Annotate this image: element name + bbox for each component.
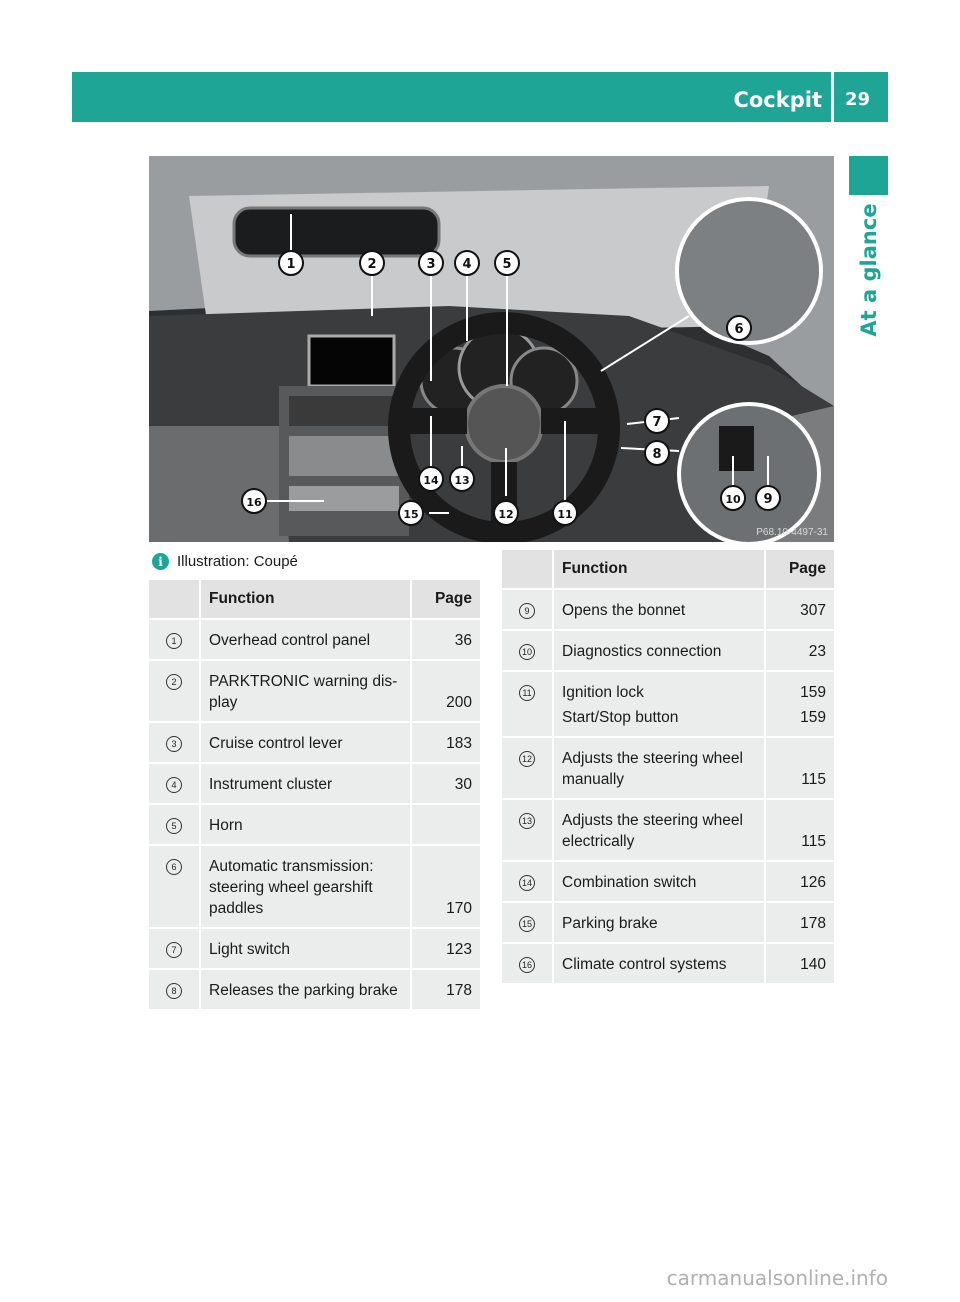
callout-10: [721, 486, 745, 510]
illustration-note: [152, 553, 298, 570]
note-text: Illustration: Coupé: [177, 553, 298, 570]
col-page-header: Page: [765, 550, 834, 589]
svg-text:4: 4: [462, 257, 472, 272]
item-number: 7: [166, 942, 182, 958]
item-number: 8: [166, 983, 182, 999]
svg-text:7: 7: [652, 415, 662, 430]
item-number: 15: [519, 916, 535, 932]
side-tab: [849, 156, 888, 195]
function-text: PARKTRONIC warning dis- play: [209, 673, 398, 711]
side-label: At a glance: [857, 203, 881, 337]
callout-4: [455, 251, 479, 275]
item-number: 4: [166, 777, 182, 793]
photo-reference: P68.10-4497-31: [756, 527, 828, 538]
function-text: Climate control systems: [562, 956, 727, 973]
page-ref: 36: [454, 632, 472, 649]
callout-14: [419, 467, 443, 491]
function-text: Diagnostics connection: [562, 643, 722, 660]
item-number: 6: [166, 859, 182, 875]
table-row: [502, 861, 834, 902]
table-row: [502, 630, 834, 671]
function-text: Releases the parking brake: [209, 982, 398, 999]
function-text: Adjusts the steering wheel electrically: [562, 812, 743, 850]
svg-text:13: 13: [454, 474, 470, 487]
header-bar: [72, 72, 888, 122]
table-row: [149, 660, 480, 722]
info-icon: i: [152, 553, 169, 570]
callout-12: [494, 501, 518, 525]
table-row: [502, 671, 834, 737]
svg-text:14: 14: [423, 474, 439, 487]
svg-text:8: 8: [652, 447, 662, 462]
function-text: Light switch: [209, 941, 290, 958]
item-number: 10: [519, 644, 535, 660]
cockpit-drawing: [149, 156, 834, 542]
callout-15: [399, 501, 423, 525]
function-text: Combination switch: [562, 874, 697, 891]
table-row: [149, 619, 480, 660]
table-row: [149, 969, 480, 1009]
page-ref: 123: [446, 941, 472, 958]
svg-text:5: 5: [502, 257, 512, 272]
item-number: 2: [166, 674, 182, 690]
page-ref: 126: [800, 874, 826, 891]
item-number: 5: [166, 818, 182, 834]
page-number: 29: [844, 89, 870, 110]
item-number: 16: [519, 957, 535, 973]
item-number: 11: [519, 685, 535, 701]
function-text: Automatic transmission: steering wheel gearshift paddles: [209, 858, 374, 917]
table-row: [149, 928, 480, 969]
callout-7: [645, 409, 669, 433]
table-row: [502, 799, 834, 861]
table-row: [149, 763, 480, 804]
callout-1: [279, 251, 303, 275]
item-number: 3: [166, 736, 182, 752]
page-ref: 200: [446, 694, 472, 711]
page-ref: 178: [800, 915, 826, 932]
sub-function-text: Start/Stop button: [562, 709, 679, 726]
page-ref: 115: [801, 771, 826, 788]
svg-text:12: 12: [498, 508, 514, 521]
svg-text:16: 16: [246, 496, 262, 509]
watermark: carmanualsonline.info: [666, 1266, 888, 1290]
function-table-right: [502, 550, 834, 983]
callout-8: [645, 441, 669, 465]
function-text: Adjusts the steering wheel manually: [562, 750, 743, 788]
svg-text:6: 6: [734, 322, 744, 337]
table-row: [502, 589, 834, 630]
table-row: [149, 804, 480, 845]
item-number: 13: [519, 813, 535, 829]
page-ref: 23: [808, 643, 826, 660]
svg-text:11: 11: [557, 508, 573, 521]
page-ref: 30: [454, 776, 472, 793]
table-row: [502, 902, 834, 943]
col-function-header: Function: [553, 550, 765, 589]
function-table-left: [149, 580, 480, 1009]
callout-2: [360, 251, 384, 275]
callout-13: [450, 467, 474, 491]
function-text: Parking brake: [562, 915, 658, 932]
svg-text:1: 1: [286, 257, 296, 272]
table-row: [502, 943, 834, 983]
table-row: [149, 845, 480, 928]
svg-text:2: 2: [367, 257, 377, 272]
col-function-header: Function: [200, 580, 411, 619]
cockpit-illustration: [149, 156, 834, 542]
item-number: 9: [519, 603, 535, 619]
sub-page-ref: 159: [800, 709, 826, 726]
header-divider: [831, 72, 834, 122]
function-text: Opens the bonnet: [562, 602, 686, 619]
page-ref: 178: [446, 982, 472, 999]
function-text: Instrument cluster: [209, 776, 333, 793]
page-ref: 115: [801, 833, 826, 850]
svg-text:15: 15: [403, 508, 419, 521]
svg-text:10: 10: [725, 493, 741, 506]
table-row: [502, 737, 834, 799]
page-ref: 159: [800, 684, 826, 701]
function-text: Horn: [209, 817, 243, 834]
col-page-header: Page: [411, 580, 480, 619]
table-row: [149, 722, 480, 763]
page-ref: 307: [800, 602, 826, 619]
callout-6: [727, 316, 751, 340]
callout-5: [495, 251, 519, 275]
function-text: Cruise control lever: [209, 735, 343, 752]
function-text: Overhead control panel: [209, 632, 371, 649]
callout-16: [242, 489, 266, 513]
item-number: 12: [519, 751, 535, 767]
svg-text:9: 9: [763, 492, 773, 507]
col-number-header: [149, 580, 200, 619]
section-title: Cockpit: [733, 88, 822, 112]
item-number: 14: [519, 875, 535, 891]
callout-11: [553, 501, 577, 525]
callout-3: [419, 251, 443, 275]
page-ref: 183: [446, 735, 472, 752]
page-ref: 140: [800, 956, 826, 973]
svg-text:3: 3: [426, 257, 436, 272]
item-number: 1: [166, 633, 182, 649]
col-number-header: [502, 550, 553, 589]
page-ref: 170: [446, 900, 472, 917]
function-text: Ignition lock: [562, 684, 644, 701]
callout-9: [756, 486, 780, 510]
